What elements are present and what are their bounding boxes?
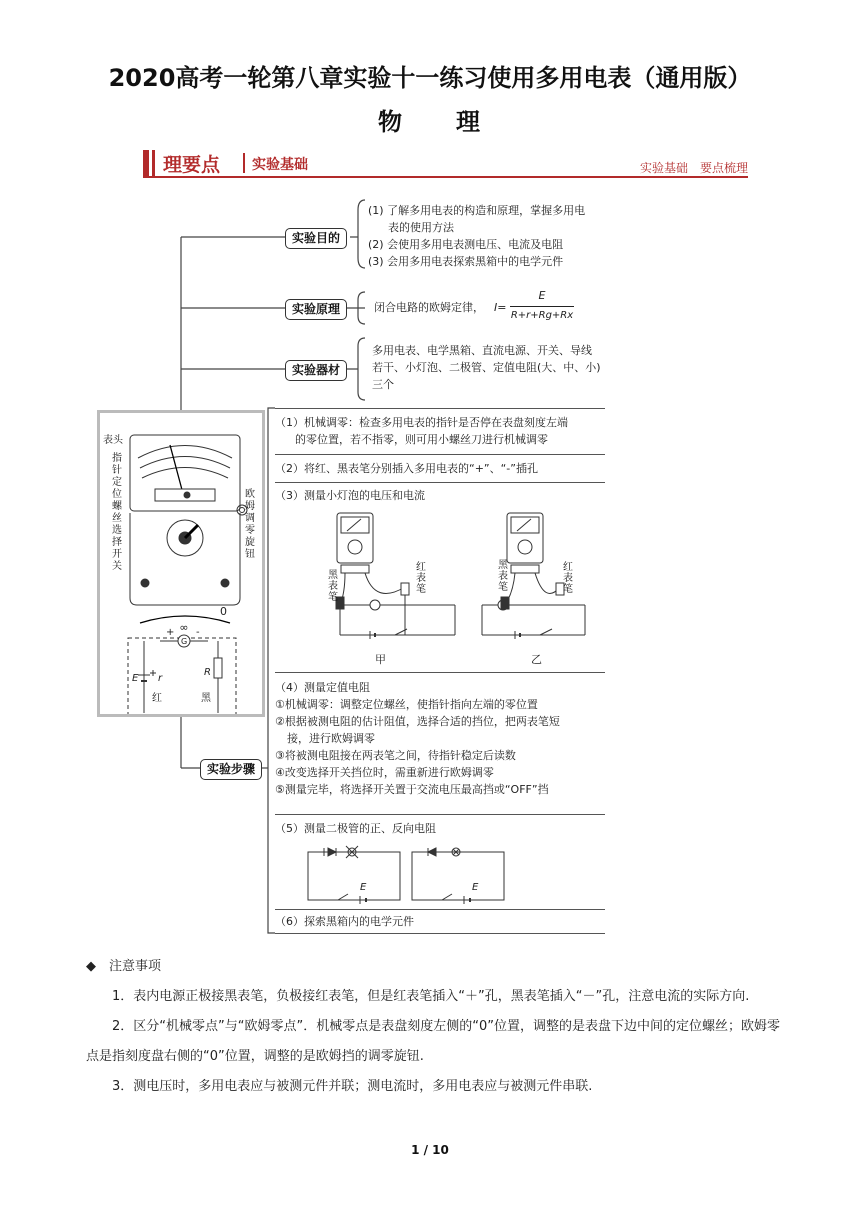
- steps-rule-3: [275, 672, 605, 673]
- notes-heading: [86, 952, 786, 982]
- diamond-bullet-icon: ◆: [86, 959, 109, 974]
- formula-numerator: E: [538, 289, 546, 302]
- step5: （5）测量二极管的正、反向电阻: [275, 822, 436, 835]
- steps-rule-4: [275, 814, 605, 815]
- step5-diode-circuits: [300, 840, 600, 906]
- equipment-line-2: 若干、小灯泡、二极管、定值电阻(大、中、小): [372, 361, 601, 374]
- label-circuit-left: 甲: [375, 653, 386, 666]
- principle-text: 闭合电路的欧姆定律，: [374, 301, 484, 314]
- label-inf: ∞: [179, 621, 189, 634]
- multimeter-figure: [97, 410, 265, 717]
- banner-right-label: 实验基础 要点梳理: [639, 161, 748, 175]
- equipment-line-1: 多用电表、电学黑箱、直流电源、开关、导线: [372, 344, 592, 357]
- tag-equipment: 实验器材: [285, 360, 347, 381]
- step4-a: ①机械调零：调整定位螺丝，使指针指向左端的零位置: [275, 698, 538, 711]
- label-minus: -: [196, 627, 200, 638]
- page-number: 1 / 10: [411, 1143, 449, 1157]
- note-2: 2．区分“机械零点”与“欧姆零点”．机械零点是表盘刻度左侧的“0”位置，调整的是表盘下边中间的定位螺丝；欧姆零点是指刻度盘右侧的“0”位置，调整的是欧姆挡的调零旋钮.: [86, 1019, 780, 1064]
- label-pointer-screw: 指针定位螺丝: [112, 453, 122, 524]
- label-selector: 选择开关: [112, 525, 122, 572]
- label-black-probe: 黑: [201, 693, 211, 704]
- label-e: E: [132, 673, 139, 684]
- purpose-item-2: (2) 会使用多用电表测电压、电流及电阻: [368, 238, 564, 251]
- steps-rule-2: [275, 482, 605, 483]
- label-r: r: [158, 673, 163, 684]
- notes-heading-text: 注意事项: [109, 959, 162, 974]
- step2: （2）将红、黑表笔分别插入多用电表的“+”、“-”插孔: [275, 462, 538, 475]
- step4-b2: 接，进行欧姆调零: [287, 732, 375, 745]
- step1-line1: （1）机械调零：检查多用电表的指针是否停在表盘刻度左端: [275, 416, 568, 429]
- equipment-line-3: 三个: [372, 378, 394, 391]
- label-circuit-right: 乙: [531, 653, 542, 666]
- note-1: 1．表内电源正极接黑表笔，负极接红表笔，但是红表笔插入“＋”孔，黑表笔插入“－”孔，注意电流的实际方向.: [112, 989, 750, 1004]
- document-title: 2020高考一轮第八章实验十一练习使用多用电表（通用版）: [108, 64, 752, 92]
- tag-steps: 实验步骤: [200, 759, 262, 780]
- notes-section: [86, 952, 786, 1102]
- label-black-lead-right: 黑表笔: [498, 560, 508, 593]
- label-plus: +: [166, 627, 175, 638]
- step4-e: ⑤测量完毕，将选择开关置于交流电压最高挡或“OFF”挡: [275, 783, 549, 796]
- multimeter-drawing: [100, 413, 262, 714]
- step3-circuits: [295, 505, 605, 670]
- label-e-left: E: [360, 882, 367, 893]
- purpose-item-1b: 表的使用方法: [388, 221, 454, 234]
- subject-heading: 物 理: [378, 108, 482, 136]
- tag-principle: 实验原理: [285, 299, 347, 320]
- step4-title: （4）测量定值电阻: [275, 681, 370, 694]
- label-e-right: E: [472, 882, 479, 893]
- formula-lhs: I=: [494, 301, 507, 314]
- step4-d: ④改变选择开关挡位时，需重新进行欧姆调零: [275, 766, 494, 779]
- banner-title: 理要点: [163, 154, 221, 176]
- steps-rule-5: [275, 909, 605, 910]
- step4-c: ③将被测电阻接在两表笔之间，待指针稳定后读数: [275, 749, 516, 762]
- steps-rule-1: [275, 454, 605, 455]
- banner-subtitle: 实验基础: [252, 157, 308, 173]
- step6: （6）探索黑箱内的电学元件: [275, 915, 414, 928]
- steps-rule-bottom: [275, 933, 605, 934]
- formula-denominator: R+r+Rg+Rx: [510, 310, 574, 321]
- step4-b: ②根据被测电阻的估计阻值，选择合适的挡位，把两表笔短: [275, 715, 560, 728]
- label-red-lead-left: 红表笔: [416, 562, 426, 595]
- steps-rule-top: [275, 408, 605, 409]
- label-ohm-knob: 欧姆调零旋钮: [245, 489, 255, 560]
- label-red-probe: 红: [152, 693, 162, 704]
- label-zero: 0: [220, 605, 227, 618]
- label-meter-head: 表头: [103, 435, 123, 446]
- tag-purpose: 实验目的: [285, 228, 347, 249]
- label-R: R: [204, 667, 211, 678]
- step3: （3）测量小灯泡的电压和电流: [275, 489, 425, 502]
- note-3: 3．测电压时，多用电表应与被测元件并联；测电流时，多用电表应与被测元件串联.: [112, 1079, 593, 1094]
- label-g: G: [181, 637, 188, 646]
- label-black-lead-left: 黑表笔: [328, 570, 338, 603]
- label-red-lead-right: 红表笔: [563, 562, 573, 595]
- step1-line2: 的零位置，若不指零，则可用小螺丝刀进行机械调零: [295, 433, 548, 446]
- purpose-item-3: (3) 会用多用电表探索黑箱中的电学元件: [368, 255, 564, 268]
- purpose-item-1: (1) 了解多用电表的构造和原理，掌握多用电: [368, 204, 586, 217]
